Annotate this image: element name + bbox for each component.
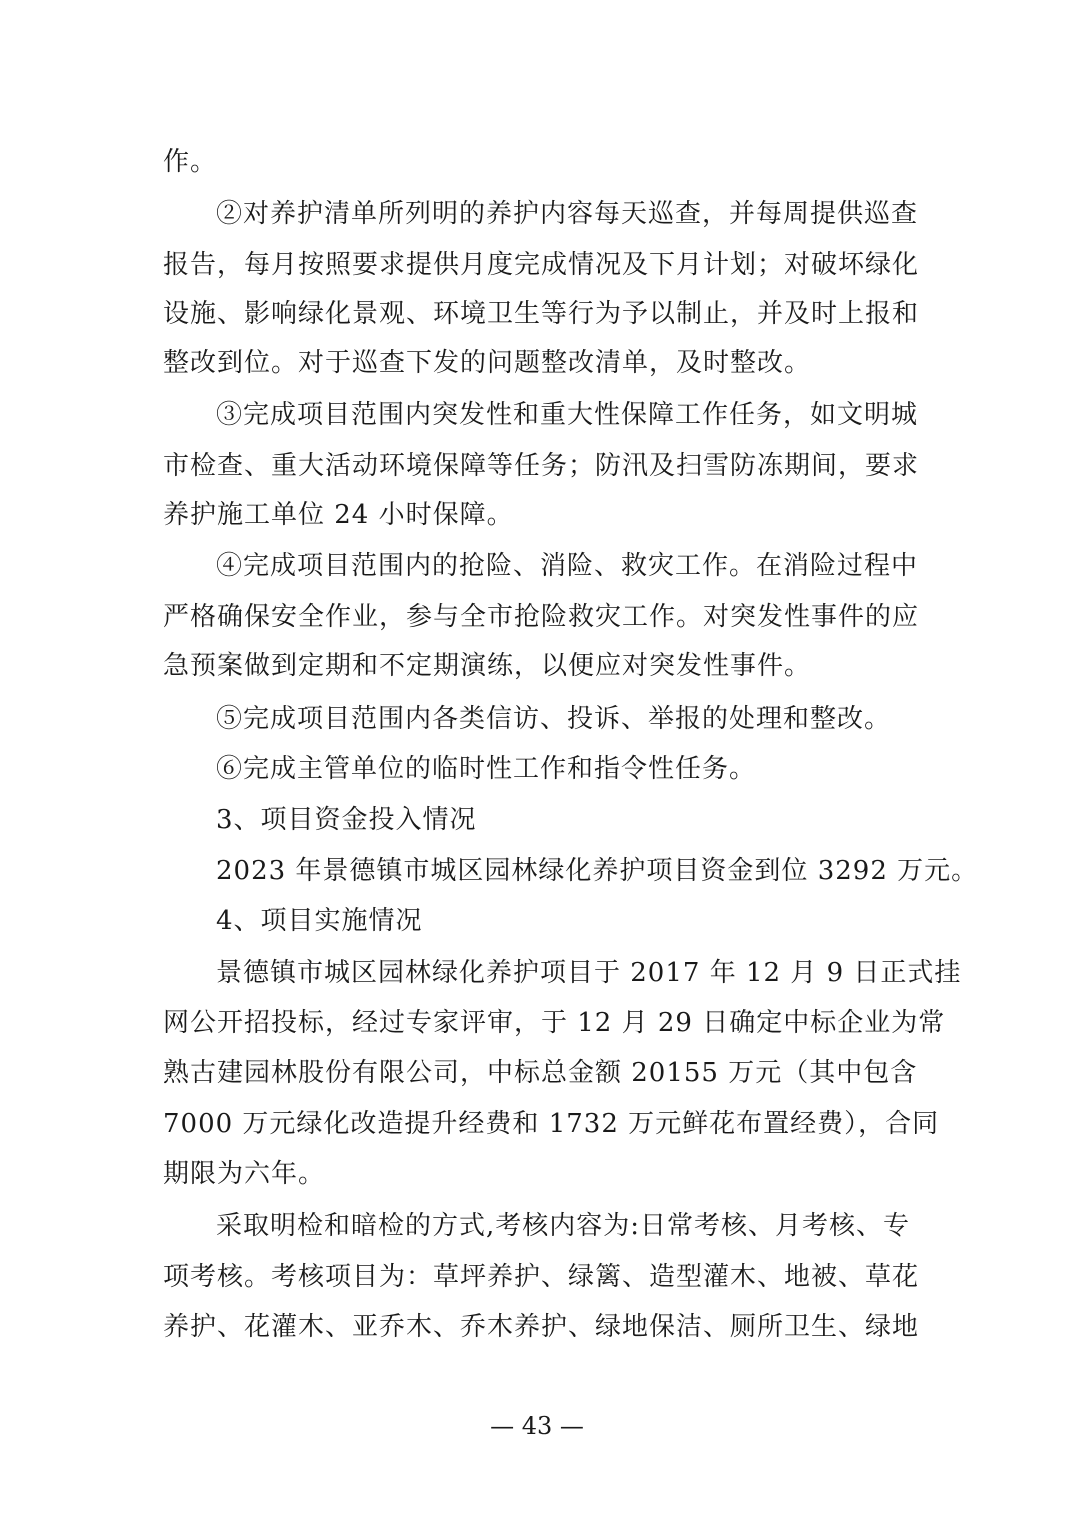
text-line: 设施、影响绿化景观、环境卫生等行为予以制止，并及时上报和 (163, 299, 920, 329)
text-line: 期限为六年。 (163, 1159, 326, 1189)
text-line: 整改到位。对于巡查下发的问题整改清单，及时整改。 (163, 348, 812, 378)
page-number: — 43 — (490, 1412, 584, 1440)
text-line: 作。 (163, 147, 218, 177)
text-line: 急预案做到定期和不定期演练，以便应对突发性事件。 (163, 651, 812, 681)
text-line: 7000 万元绿化改造提升经费和 1732 万元鲜花布置经费），合同 (163, 1109, 940, 1139)
text-line: 网公开招投标，经过专家评审，于 12 月 29 日确定中标企业为常 (163, 1008, 946, 1038)
text-line: ③完成项目范围内突发性和重大性保障工作任务，如文明城 (216, 400, 919, 430)
text-line: 养护、花灌木、亚乔木、乔木养护、绿地保洁、厕所卫生、绿地 (163, 1312, 920, 1342)
text-line: 严格确保安全作业，参与全市抢险救灾工作。对突发性事件的应 (163, 602, 920, 632)
text-line: 报告，每月按照要求提供月度完成情况及下月计划；对破坏绿化 (163, 250, 920, 280)
text-line: ④完成项目范围内的抢险、消险、救灾工作。在消险过程中 (216, 551, 919, 581)
section-heading: 3、项目资金投入情况 (216, 805, 477, 835)
text-line: 熟古建园林股份有限公司，中标总金额 20155 万元（其中包含 (163, 1058, 918, 1088)
text-line: ⑤完成项目范围内各类信访、投诉、举报的处理和整改。 (216, 704, 892, 734)
text-line: 项考核。考核项目为：草坪养护、绿篱、造型灌木、地被、草花 (163, 1262, 920, 1292)
section-heading: 4、项目实施情况 (216, 906, 423, 936)
text-line: ⑥完成主管单位的临时性工作和指令性任务。 (216, 754, 757, 784)
text-line: 养护施工单位 24 小时保障。 (163, 500, 514, 530)
text-line: 景德镇市城区园林绿化养护项目于 2017 年 12 月 9 日正式挂 (216, 958, 962, 988)
text-line: 采取明检和暗检的方式,考核内容为:日常考核、月考核、专 (216, 1211, 911, 1241)
text-line: ②对养护清单所列明的养护内容每天巡查，并每周提供巡查 (216, 199, 919, 229)
text-line: 市检查、重大活动环境保障等任务；防汛及扫雪防冻期间，要求 (163, 451, 920, 481)
text-line: 2023 年景德镇市城区园林绿化养护项目资金到位 3292 万元。 (216, 856, 979, 886)
